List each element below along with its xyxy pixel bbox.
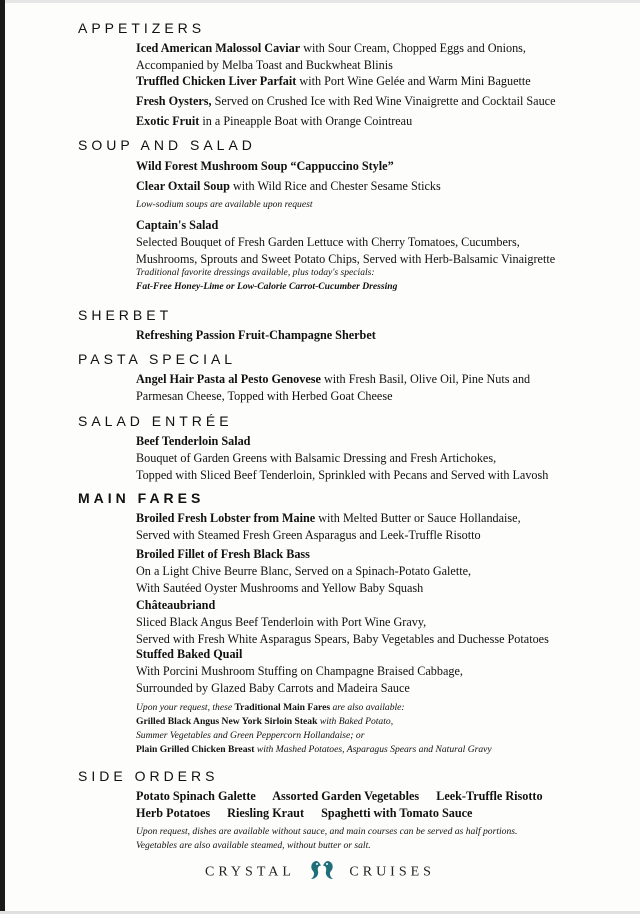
section-title-salad-entree: SALAD ENTRÉE <box>78 413 233 429</box>
menu-item-quail <box>136 646 606 697</box>
dish-desc: Surrounded by Glazed Baby Carrots and Madeira Sauce <box>136 681 410 695</box>
brand-name-right: CRUISES <box>349 864 435 880</box>
dish-desc: Topped with Sliced Beef Tenderloin, Sprinkled with Pecans and Served with Lavosh <box>136 468 549 482</box>
dish-name: Iced American Malossol Caviar <box>136 41 301 55</box>
section-title-side-orders: SIDE ORDERS <box>78 768 219 784</box>
brand-footer <box>0 858 640 887</box>
dish-name: Fresh Oysters, <box>136 94 212 108</box>
menu-item-exotic-fruit <box>136 113 606 130</box>
seahorse-logo-icon <box>308 858 336 887</box>
dish-desc: Served on Crushed Ice with Red Wine Vinaigrette and Cocktail Sauce <box>211 94 556 108</box>
dish-desc: Selected Bouquet of Fresh Garden Lettuce with Cherry Tomatoes, Cucumbers, <box>136 235 520 249</box>
dish-name: Refreshing Passion Fruit-Champagne Sherbet <box>136 328 376 342</box>
dish-desc: With Porcini Mushroom Stuffing on Champagne Braised Cabbage, <box>136 664 463 678</box>
section-title-main-fares: MAIN FARES <box>78 490 205 506</box>
note-bold: Plain Grilled Chicken Breast <box>136 744 255 755</box>
side-orders-row-1 <box>136 789 557 804</box>
section-title-appetizers: APPETIZERS <box>78 20 206 36</box>
note-traditional-main-fares <box>136 701 606 757</box>
dish-desc: with Port Wine Gelée and Warm Mini Baguette <box>296 74 531 88</box>
dish-desc: Parmesan Cheese, Topped with Herbed Goat Cheese <box>136 389 393 403</box>
note-line: Fat-Free Honey-Lime or Low-Calorie Carrot-Cucumber Dressing <box>136 281 398 292</box>
side-order-item: Potato Spinach Galette <box>136 789 256 803</box>
dish-desc: Served with Fresh White Asparagus Spears, Baby Vegetables and Duchesse Potatoes <box>136 632 549 646</box>
note-bold: Grilled Black Angus New York Sirloin Steak <box>136 716 318 727</box>
dish-desc: Accompanied by Melba Toast and Buckwheat Blinis <box>136 58 393 72</box>
side-order-item: Spaghetti with Tomato Sauce <box>321 806 473 820</box>
dish-desc: Bouquet of Garden Greens with Balsamic Dressing and Fresh Artichokes, <box>136 451 497 465</box>
dish-name: Broiled Fresh Lobster from Maine <box>136 511 316 525</box>
note-text: Upon your request, these <box>136 702 235 713</box>
menu-item-sherbet <box>136 327 606 344</box>
page-top-edge <box>0 0 640 3</box>
note-text: with Mashed Potatoes, Asparagus Spears and Natural Gravy <box>254 744 492 755</box>
dish-name: Stuffed Baked Quail <box>136 647 243 661</box>
section-title-sherbet: SHERBET <box>78 307 173 323</box>
side-order-item: Leek-Truffle Risotto <box>436 789 543 803</box>
side-order-item: Assorted Garden Vegetables <box>272 789 420 803</box>
dish-name: Broiled Fillet of Fresh Black Bass <box>136 547 310 561</box>
dish-desc: in a Pineapple Boat with Orange Cointreau <box>199 114 413 128</box>
menu-item-oxtail-soup <box>136 178 606 195</box>
dish-desc: With Sautéed Oyster Mushrooms and Yellow Baby Squash <box>136 581 424 595</box>
menu-item-mushroom-soup <box>136 158 606 175</box>
menu-item-captains-salad <box>136 217 606 268</box>
menu-item-caviar <box>136 40 606 74</box>
menu-item-oysters <box>136 93 606 110</box>
menu-item-pasta <box>136 371 606 405</box>
dish-name: Angel Hair Pasta al Pesto Genovese <box>136 372 321 386</box>
dish-name: Beef Tenderloin Salad <box>136 434 251 448</box>
note-line: Upon request, dishes are available without sauce, and main courses can be served as half portions. <box>136 826 518 837</box>
menu-item-black-bass <box>136 546 606 597</box>
note-dressings <box>136 266 606 294</box>
dish-name: Exotic Fruit <box>136 114 200 128</box>
dish-desc: Sliced Black Angus Beef Tenderloin with Port Wine Gravy, <box>136 615 427 629</box>
page-left-edge <box>0 0 5 914</box>
brand-name-left: CRYSTAL <box>205 864 295 880</box>
dish-desc: with Wild Rice and Chester Sesame Sticks <box>229 179 441 193</box>
dish-desc: Mushrooms, Sprouts and Sweet Potato Chips, Served with Herb-Balsamic Vinaigrette <box>136 252 556 266</box>
side-orders-row-2 <box>136 806 486 821</box>
dish-name: Clear Oxtail Soup <box>136 179 230 193</box>
side-order-item: Herb Potatoes <box>136 806 211 820</box>
menu-item-chateaubriand <box>136 597 606 648</box>
note-text: Summer Vegetables and Green Peppercorn Hollandaise; or <box>136 730 365 741</box>
note-text: with Baked Potato, <box>317 716 394 727</box>
note-side-orders <box>136 825 606 853</box>
dish-desc: with Fresh Basil, Olive Oil, Pine Nuts and <box>320 372 531 386</box>
dish-desc: On a Light Chive Beurre Blanc, Served on a Spinach-Potato Galette, <box>136 564 472 578</box>
dish-name: Wild Forest Mushroom Soup “Cappuccino Style” <box>136 159 394 173</box>
dish-name: Captain's Salad <box>136 218 219 232</box>
note-bold: Traditional Main Fares <box>234 702 331 713</box>
side-order-item: Riesling Kraut <box>227 806 305 820</box>
menu-item-parfait <box>136 73 606 90</box>
note-low-sodium: Low-sodium soups are available upon request <box>136 199 313 210</box>
dish-desc: with Melted Butter or Sauce Hollandaise, <box>315 511 521 525</box>
dish-desc: Served with Steamed Fresh Green Asparagus and Leek-Truffle Risotto <box>136 528 481 542</box>
dish-name: Truffled Chicken Liver Parfait <box>136 74 297 88</box>
dish-name: Châteaubriand <box>136 598 216 612</box>
note-line: Traditional favorite dressings available, plus today's specials: <box>136 267 375 278</box>
note-line: Vegetables are also available steamed, without butter or salt. <box>136 840 371 851</box>
dish-desc: with Sour Cream, Chopped Eggs and Onions, <box>300 41 526 55</box>
section-title-soup-salad: SOUP AND SALAD <box>78 137 256 153</box>
menu-item-lobster <box>136 510 606 544</box>
menu-item-beef-salad <box>136 433 606 484</box>
section-title-pasta: PASTA SPECIAL <box>78 351 237 367</box>
note-text: are also available: <box>330 702 405 713</box>
